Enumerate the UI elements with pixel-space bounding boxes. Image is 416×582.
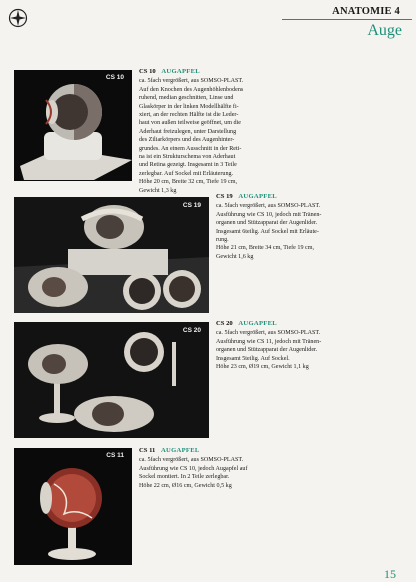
product-photo-cs20 bbox=[14, 322, 209, 438]
section-title: ANATOMIE 4 bbox=[332, 6, 400, 17]
product-text-cs20: ca. 5fach vergrößert, aus SOMSO-PLAST. Ausführung wie CS 11, jedoch mit Tränen- organen und Stützapparat der Augenlider. Insgesamt 5teilig. Auf Sockel. Höhe 23 cm, Ø19 cm, Gewicht 1,1 kg bbox=[216, 330, 322, 371]
product-code-cs19: CS 19 bbox=[216, 193, 233, 200]
somso-logo-icon bbox=[8, 8, 28, 28]
photo-code-cs20: CS 20 bbox=[182, 327, 201, 334]
product-name-cs20: AUGAPFEL bbox=[238, 320, 277, 327]
product-name-cs11: AUGAPFEL bbox=[160, 447, 200, 454]
photo-code-cs11: CS 11 bbox=[106, 452, 124, 459]
product-description-cs11 bbox=[139, 447, 287, 490]
product-description-cs19 bbox=[216, 193, 362, 261]
product-code-cs10: CS 10 bbox=[139, 68, 156, 75]
product-name-cs19: AUGAPFEL bbox=[238, 193, 277, 200]
product-text-cs10: ca. 5fach vergrößert, aus SOMSO-PLAST. Auf den Knochen des Augenhöhlenbodens ruhend, median geschnitten, Linse und Glaskörper in der linken Modellhälfte fi- xiert, an der rechten Hälfte ist die Leder- haut von außen teilweise geöffnet, um die Aderhaut freizulegen, unter Darstellung des Ziliarkörpers und des Augenhinter- grundes. An einem Ausschnitt in der Reti- na ist ein Strukturschema von Aderhaut und Retina gezeigt. Insgesamt in 3 Teile zerlegbar. Auf Sockel mit Erläuterung. Höhe 20 cm, Breite 32 cm, Tiefe 19 cm, Gewicht 1,3 kg bbox=[139, 78, 244, 194]
product-photo-cs19 bbox=[14, 197, 209, 313]
page-title: Auge bbox=[367, 22, 402, 39]
product-photo-cs10 bbox=[14, 70, 132, 181]
product-description-cs20 bbox=[216, 320, 362, 371]
product-code-cs20: CS 20 bbox=[216, 320, 233, 327]
product-name-cs10: AUGAPFEL bbox=[161, 68, 200, 75]
product-text-cs11: ca. 5fach vergrößert, aus SOMSO-PLAST. Ausführung wie CS 10, jedoch Augapfel auf Sockel montiert. In 2 Teile zerlegbar. Höhe 22 cm, Ø16 cm, Gewicht 0,5 kg bbox=[139, 457, 248, 489]
page-number: 15 bbox=[384, 567, 396, 581]
header-rule bbox=[282, 19, 412, 20]
product-photo-cs11 bbox=[14, 448, 132, 565]
product-description-cs10 bbox=[139, 68, 287, 195]
photo-code-cs10: CS 10 bbox=[105, 74, 124, 81]
photo-code-cs19: CS 19 bbox=[182, 202, 201, 209]
product-code-cs11: CS 11 bbox=[139, 447, 156, 454]
product-text-cs19: ca. 5fach vergrößert, aus SOMSO-PLAST. Ausführung wie CS 10, jedoch mit Tränen- organen und Stützapparat der Augenlider. Insgesamt 6teilig. Auf Sockel mit Erläute- rung. Höhe 21 cm, Breite 34 cm, Tiefe 19 cm, Gewicht 1,6 kg bbox=[216, 203, 322, 260]
